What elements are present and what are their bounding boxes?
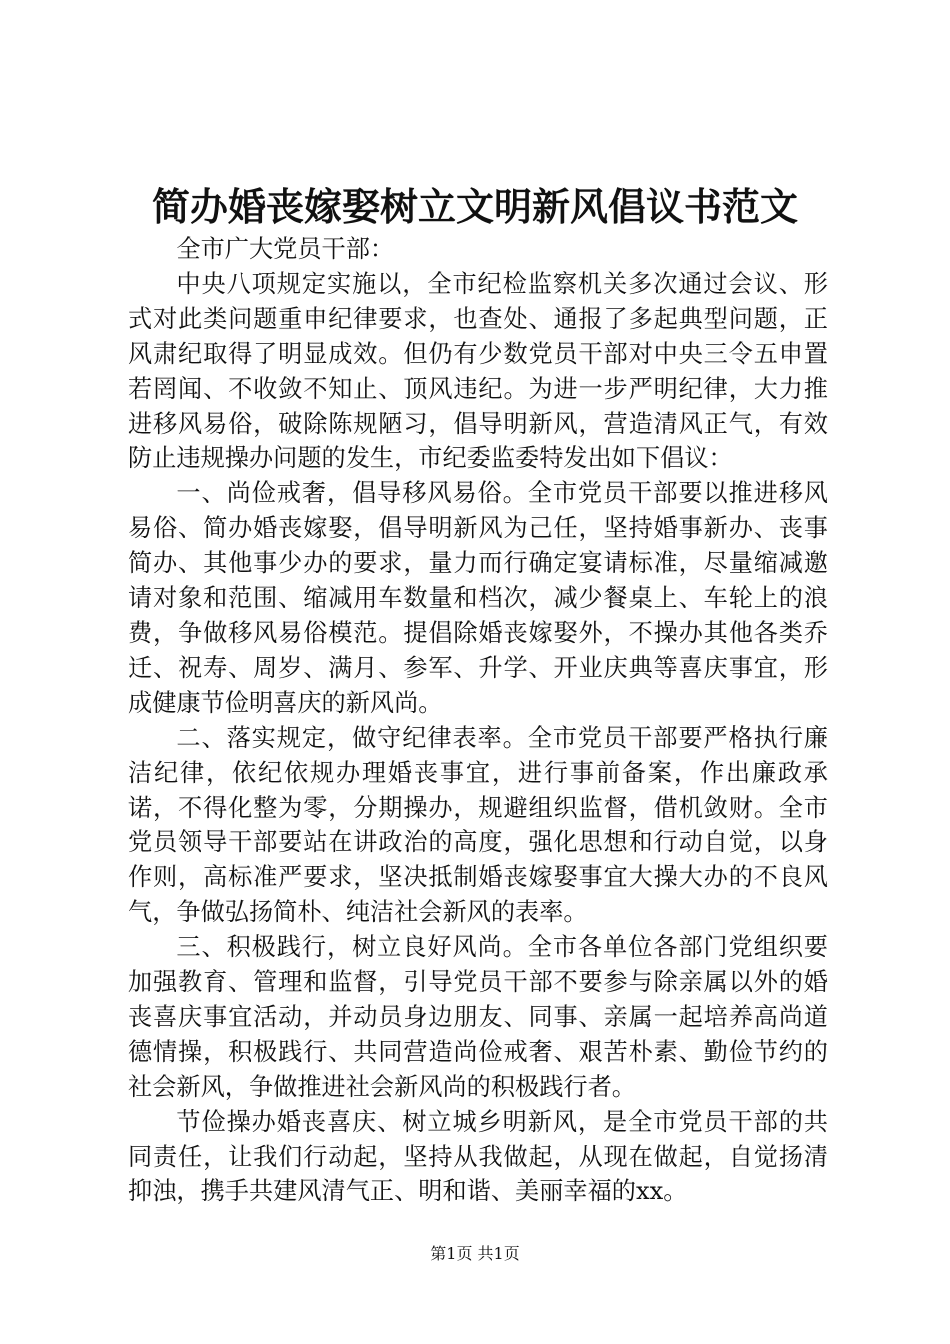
paragraph-point-1: 一、尚俭戒奢，倡导移风易俗。全市党员干部要以推进移风易俗、简办婚丧嫁娶，倡导明新风为己任，坚持婚事新办、丧事简办、其他事少办的要求，量力而行确定宴请标准，尽量缩减邀请对象和范围、缩减用车数量和档次，减少餐桌上、车轮上的浪费，争做移风易俗模范。提倡除婚丧嫁娶外，不操办其他各类乔迁、祝寿、周岁、满月、参军、升学、开业庆典等喜庆事宜，形成健康节俭明喜庆的新风尚。 [128,479,828,717]
page-number: 第1页 共1页 [430,1244,520,1263]
document-title: 简办婚丧嫁娶树立文明新风倡议书范文 [151,184,798,229]
paragraph-point-3: 三、积极践行，树立良好风尚。全市各单位各部门党组织要加强教育、管理和监督，引导党员干部不要参与除亲属以外的婚丧喜庆事宜活动，并动员身边朋友、同事、亲属一起培养高尚道德情操，积极践行、共同营造尚俭戒奢、艰苦朴素、勤俭节约的社会新风，争做推进社会新风尚的积极践行者。 [128,933,828,1101]
paragraph-closing: 节俭操办婚丧喜庆、树立城乡明新风，是全市党员干部的共同责任，让我们行动起，坚持从我做起，从现在做起，自觉扬清抑浊，携手共建风清气正、明和谐、美丽幸福的xx。 [128,1107,828,1206]
paragraph-intro: 中央八项规定实施以，全市纪检监察机关多次通过会议、形式对此类问题重申纪律要求，也查处、通报了多起典型问题，正风肃纪取得了明显成效。但仍有少数党员干部对中央三令五申置若罔闻、不收敛不知止、顶风违纪。为进一步严明纪律，大力推进移风易俗，破除陈规陋习，倡导明新风，营造清风正气，有效防止违规操办问题的发生，市纪委监委特发出如下倡议： [128,269,828,473]
salutation: 全市广大党员干部： [176,235,395,263]
paragraph-point-2: 二、落实规定，做守纪律表率。全市党员干部要严格执行廉洁纪律，依纪依规办理婚丧事宜，进行事前备案，作出廉政承诺，不得化整为零，分期操办，规避组织监督，借机敛财。全市党员领导干部要站在讲政治的高度，强化思想和行动自觉，以身作则，高标准严要求，坚决抵制婚丧嫁娶事宜大操大办的不良风气，争做弘扬简朴、纯洁社会新风的表率。 [128,723,828,927]
document-body [128,232,828,1209]
